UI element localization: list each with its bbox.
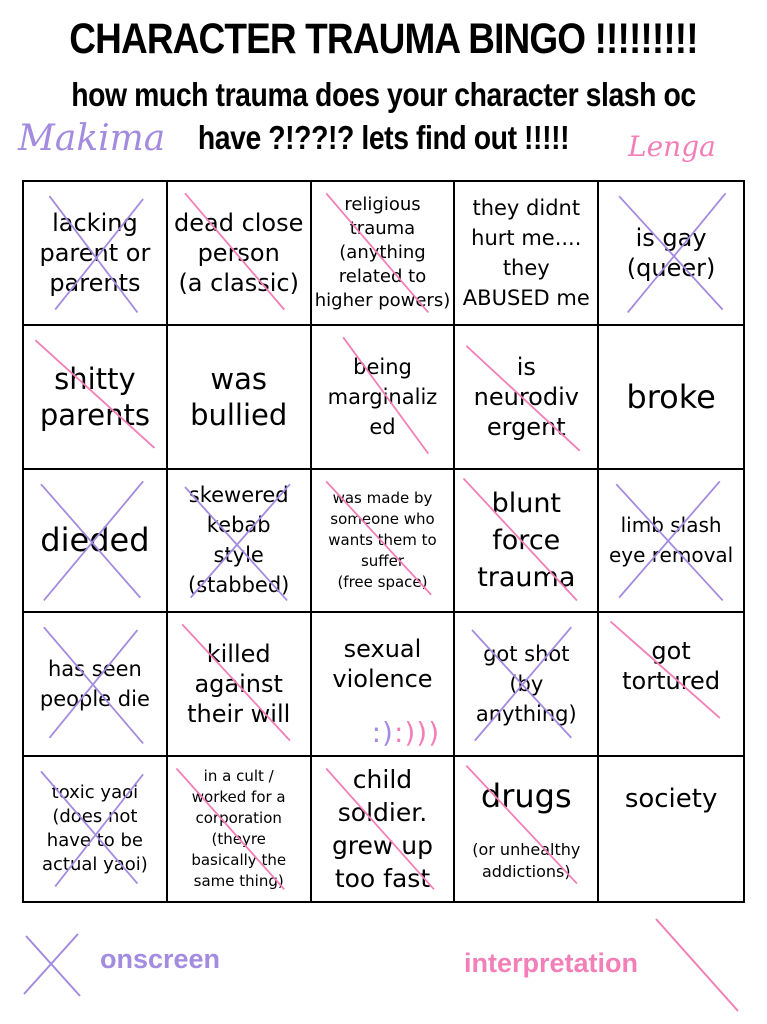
bingo-cell-text: is gay (queer) [626, 223, 716, 282]
bingo-cell-18[interactable] [312, 613, 456, 757]
bingo-cell-text: got shot (by anything) [475, 642, 577, 727]
bingo-cell-text: child soldier. grew up too fast [331, 765, 434, 894]
bingo-grid [22, 180, 745, 903]
bingo-cell-note: (or unhealthy addictions) [472, 840, 581, 882]
bingo-cell-text: blunt force trauma [477, 487, 576, 593]
bingo-cell-12[interactable] [168, 470, 312, 614]
bingo-cell-24[interactable] [455, 757, 599, 901]
interpretation-line-icon [648, 915, 743, 1015]
bingo-cell-text: got tortured [622, 637, 721, 696]
bingo-cell-17[interactable] [168, 613, 312, 757]
smiley-onscreen: :) [371, 716, 394, 750]
bingo-cell-text: dieded [40, 521, 150, 560]
page-title: CHARACTER TRAUMA BINGO !!!!!!!!! [69, 15, 698, 63]
bingo-cell-text: has seen people die [39, 657, 150, 712]
bingo-cell-5[interactable] [599, 182, 743, 326]
bingo-cell-text: is neurodiv ergent [473, 352, 579, 441]
bingo-cell-3[interactable] [312, 182, 456, 326]
bingo-cell-1[interactable] [24, 182, 168, 326]
bingo-cell-23[interactable] [312, 757, 456, 901]
bingo-cell-text: lacking parent or parents [39, 208, 151, 297]
bingo-cell-text: toxic yaoi (does not have to be actual yaoi) [41, 782, 148, 876]
bingo-cell-text: limb slash eye removal [608, 513, 734, 568]
bingo-cell-10[interactable] [599, 326, 743, 470]
bingo-cell-text: was bullied [190, 361, 288, 432]
bingo-cell-8[interactable] [312, 326, 456, 470]
bingo-cell-19[interactable] [455, 613, 599, 757]
bingo-cell-text: religious trauma (anything related to higher powers) [314, 193, 451, 311]
subtitle-line-2: have ?!??!? lets find out !!!!! [197, 119, 570, 156]
bingo-cell-11[interactable] [24, 470, 168, 614]
bingo-cell-4[interactable] [455, 182, 599, 326]
bingo-cell-14[interactable] [455, 470, 599, 614]
bingo-cell-20[interactable] [599, 613, 743, 757]
bingo-cell-22[interactable] [168, 757, 312, 901]
bingo-cell-16[interactable] [24, 613, 168, 757]
bingo-cell-text: killed against their will [187, 640, 291, 729]
bingo-cell-9[interactable] [455, 326, 599, 470]
bingo-cell-text: being marginaliz ed [327, 354, 438, 439]
bingo-cell-text: in a cult / worked for a corporation (theyre basically the same thing) [191, 767, 287, 891]
onscreen-x-icon [18, 930, 88, 1000]
bingo-cell-text: shitty parents [39, 361, 150, 432]
bingo-cell-25[interactable] [599, 757, 743, 901]
bingo-cell-7[interactable] [168, 326, 312, 470]
bingo-cell-text: was made by someone who wants them to suffer (free space) [328, 488, 437, 591]
legend-interpretation-label: interpretation [464, 948, 639, 978]
bingo-cell-6[interactable] [24, 326, 168, 470]
legend-onscreen-label: onscreen [100, 944, 221, 974]
bingo-cell-13[interactable] [312, 470, 456, 614]
bingo-cell-text: broke [626, 377, 716, 416]
bingo-cell-21[interactable] [24, 757, 168, 901]
signature-left: Makima [18, 118, 166, 159]
smiley-interpretation: :))) [393, 716, 441, 750]
bingo-cell-text: society [624, 784, 718, 815]
bingo-cell-text: sexual violence [332, 635, 433, 694]
bingo-cell-15[interactable] [599, 470, 743, 614]
bingo-cell-text: drugs [480, 777, 572, 816]
signature-right: Lenga [628, 130, 716, 163]
smiley-faces [372, 716, 441, 749]
bingo-cell-text: dead close person (a classic) [174, 208, 304, 297]
bingo-cell-text: skewered kebab style (stabbed) [188, 483, 290, 598]
bingo-cell-2[interactable] [168, 182, 312, 326]
bingo-cell-text: they didnt hurt me.... they ABUSED me [462, 195, 590, 310]
subtitle-line-1: how much trauma does your character slash oc [71, 76, 696, 113]
